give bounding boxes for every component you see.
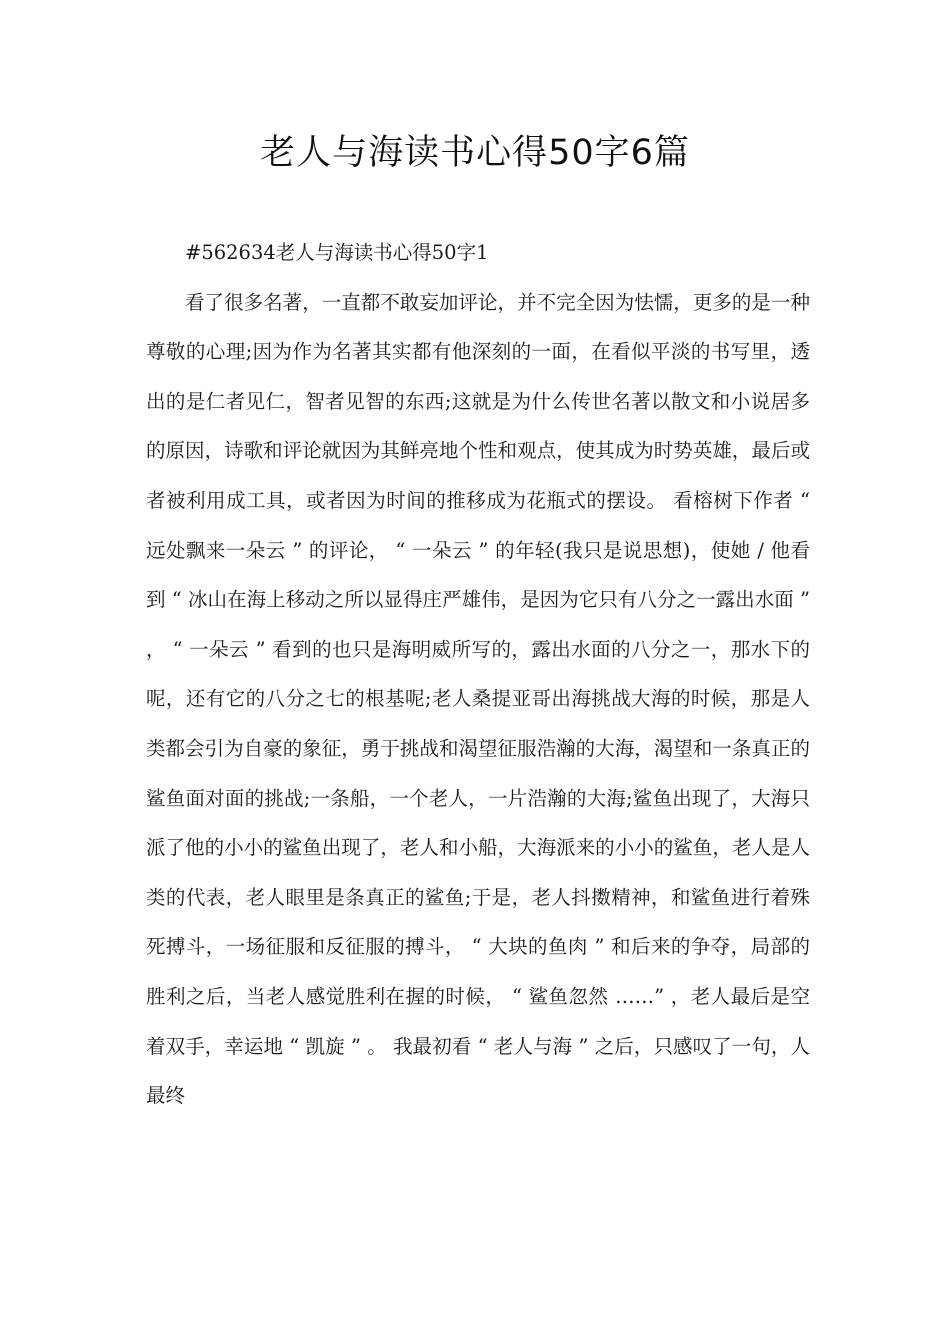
document-title: 老人与海读书心得50字6篇 [260,133,690,173]
body-paragraph: 看了很多名著，一直都不敢妄加评论，并不完全因为怯懦，更多的是一种尊敬的心理;因为作为名著其实都有他深刻的一面，在看似平淡的书写里，透出的是仁者见仁，智者见智的东西;这就是为什么传世名著以散文和小说居多的原因，诗歌和评论就因为其鲜亮地个性和观点，使其成为时势英雄，最后或者被利用成工具，或者因为时间的推移成为花瓶式的摆设。 看榕树下作者 “ 远处飘来一朵云 ” 的评论， “ 一朵云 ” 的年轻(我只是说思想)，使她 / 他看到 “ 冰山在海上移动之所以显得庄严雄伟，是因为它只有八分之一露出水面 ” ， “ 一朵云 ” 看到的也只是海明威所写的，露出水面的八分之一，那水下的呢，还有它的八分之七的根基呢;老人桑提亚哥出海挑战大海的时候，那是人类都会引为自豪的象征，勇于挑战和渴望征服浩瀚的大海，渴望和一条真正的鲨鱼面对面的挑战;一条船，一个老人，一片浩瀚的大海;鲨鱼出现了，大海只派了他的小小的鲨鱼出现了，老人和小船，大海派来的小小的鲨鱼，老人是人类的代表，老人眼里是条真正的鲨鱼;于是，老人抖擞精神，和鲨鱼进行着殊死搏斗，一场征服和反征服的搏斗， “ 大块的鱼肉 ” 和后来的争夺，局部的胜利之后，当老人感觉胜利在握的时候， “ 鲨鱼忽然 ……” ，老人最后是空着双手，幸运地 “ 凯旋 ” 。 我最初看 “ 老人与海 ” 之后，只感叹了一句，人最终 [146,290,810,1108]
section-heading: #562634老人与海读书心得50字1 [185,241,489,264]
document-body [146,228,810,1121]
